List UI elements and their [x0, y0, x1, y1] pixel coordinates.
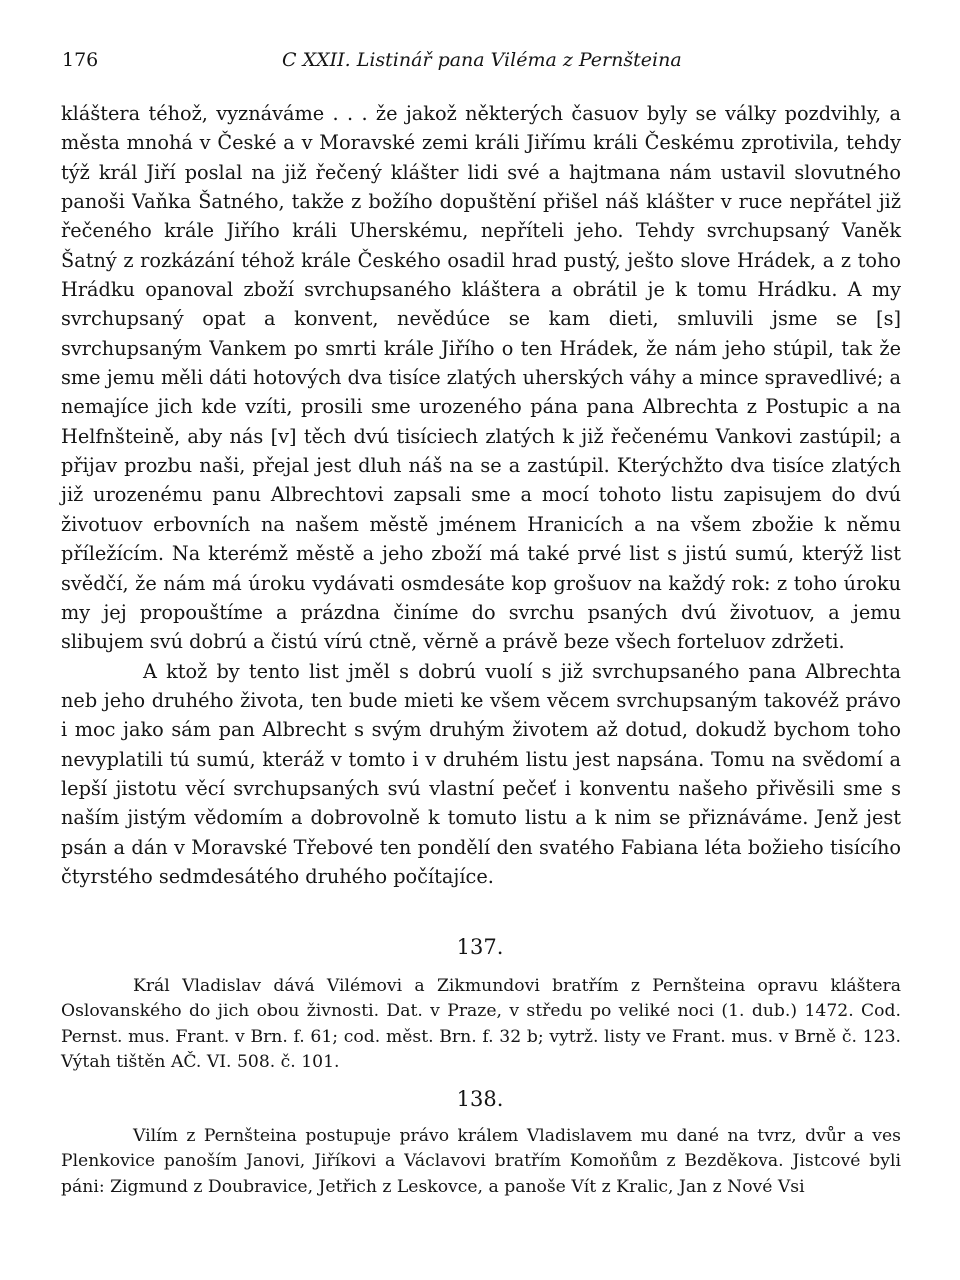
document-137-regest-text: Král Vladislav dává Vilémovi a Zikmundovi bratřím z Pernšteina opravu kláštera Oslovanského do jich obou živnosti. Dat. v Praze, v středu po veliké noci (1. dub.) 1472. Cod. Pernst. mus. Frant. v Brn. f. 61; cod. měst. Brn. f. 32 b; vytrž. listy ve Frant. mus. v Brně č. 123. Výtah tištěn AČ. VI. 508. č. 101.: [61, 976, 901, 1073]
document-138-number: 138.: [456, 1087, 504, 1111]
page-header: [62, 49, 902, 79]
page-number: 176: [62, 49, 99, 71]
document-137-number: 137.: [456, 935, 504, 959]
document-138-regest-text: Vilím z Pernšteina postupuje právo králem Vladislavem mu dané na tvrz, dvůr a ves Plenkovice panoším Janovi, Jiříkovi a Václavovi bratřím Komoňům z Bezděkova. Jistcové byli páni: Zigmund z Doubravice, Jetřich z Leskovce, a panoše Vít z Kralic, Jan z Nové Vsi: [61, 1126, 901, 1197]
document-138-regest: [61, 1124, 901, 1200]
document-137-regest: [61, 974, 901, 1076]
document-136-paragraph-1: kláštera téhož, vyznáváme . . . že jakož některých časuov byly se války pozdvihly, a města mnohá v České a v Moravské zemi králi Jiřímu králi Českému zprotivila, tehdy týž král Jiří poslal na již řečený klášter lidi své a hajtmana nám ustavil slovutného panoši Vaňka Šatného, takže z božího dopuštění přišel náš klášter v ruce nepřátel již řečeného krále Jiřího králi Uherskému, nepříteli jeho. Tehdy svrchupsaný Vaněk Šatný z rozkázání téhož krále Českého osadil hrad pustý, ješto slove Hrádek, a z toho Hrádku opanoval zboží svrchupsaného kláštera a obrátil je k tomu Hrádku. A my svrchupsaný opat a konvent, nevědúce se kam dieti, smluvili jsme se [s] svrchupsaným Vankem po smrti krále Jiřího o ten Hrádek, že nám jeho stúpil, tak že sme jemu měli dáti hotových dva tisíce zlatých uherských váhy a mince spravedlivé; a nemajíce jich kde vzíti, prosili sme urozeného pána pana Albrechta z Postupic a na Helfnšteině, aby nás [v] těch dvú tisíciech zlatých k již řečenému Vankovi zastúpil; a přijav prozbu naši, přejal jest dluh náš na se a zastúpil. Kterýchžto dva tisíce zlatých již urozenému panu Albrechtovi zapsali sme a mocí tohoto listu zapisujem do dvú životuov erbovních na našem městě jménem Hranicích a na všem zbožie k němu příležícím. Na kterémž městě a jeho zboží má také prvé list s jistú sumú, kterýž list svědčí, že nám má úroku vydávati osmdesáte kop grošuov na každý rok: z toho úroku my jej propouštíme a prázdna činíme do svrchu psaných dvú životuov, a jemu slibujem svú dobrú a čistú vírú ctně, věrně a právě beze všech forteluov zdržeti.: [61, 102, 901, 654]
document-136-paragraph-2: A ktož by tento list jměl s dobrú vuolí s již svrchupsaného pana Albrechta neb jeho druhého života, ten bude mieti ke všem věcem svrchupsaným takovéž právo i moc jako sám pan Albrecht s svým druhým životem až dotud, dokudž bychom toho nevyplatili tú sumú, kteráž v tomto i v druhém listu jest napsána. Tomu na svědomí a lepší jistotu věcí svrchupsaných svú vlastní pečeť i konventu našeho přivěsili sme s naším jistým vědomím a dobrovolně k tomuto listu a k nim se přiznáváme. Jenž jest psán a dán v Moravské Třebové ten pondělí den svatého Fabiana léta božieho tisícího čtyrstého sedmdesátého druhého počítajíce.: [61, 659, 901, 888]
document-136-text: [61, 99, 901, 891]
running-title: C XXII. Listinář pana Viléma z Pernšteina: [282, 49, 682, 71]
